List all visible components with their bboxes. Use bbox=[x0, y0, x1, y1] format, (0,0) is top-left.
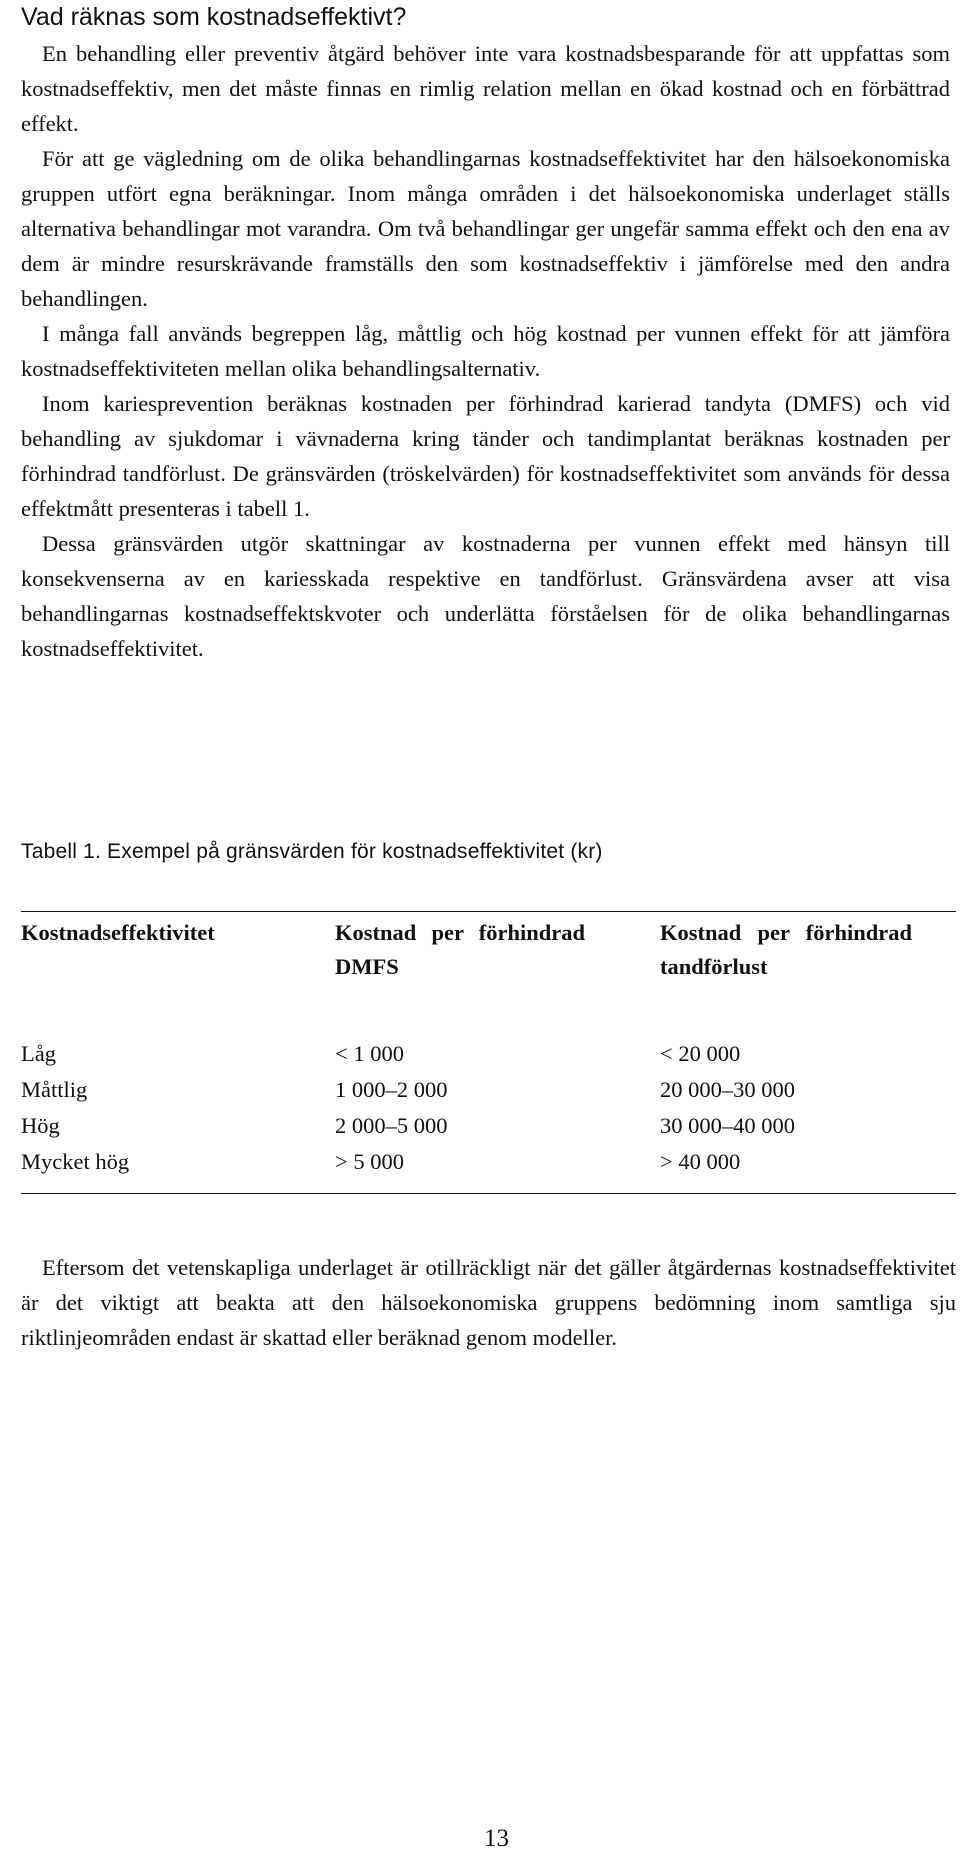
cost-effectiveness-table bbox=[21, 916, 956, 1180]
table-header-row bbox=[21, 916, 956, 984]
table-header-cell: Kostnad per förhindrad tandförlust bbox=[660, 920, 912, 979]
document-page bbox=[21, 0, 956, 1852]
body-paragraph: En behandling eller preventiv åtgärd behöver inte vara kostnadsbesparande för att uppfattas som kostnadseffektiv, men det måste finnas en rimlig relation mellan en ökad kostnad och en förbättrad effekt. bbox=[21, 41, 950, 136]
table-cell: Mycket hög bbox=[21, 1149, 130, 1174]
page-number: 13 bbox=[484, 1825, 509, 1852]
table-header-cell: Kostnad per förhindrad DMFS bbox=[335, 920, 585, 979]
table-top-rule bbox=[21, 911, 956, 912]
table-cell: > 40 000 bbox=[660, 1149, 741, 1174]
table-cell: Hög bbox=[21, 1113, 60, 1138]
table-cell: > 5 000 bbox=[335, 1149, 404, 1174]
table-caption: Tabell 1. Exempel på gränsvärden för kostnadseffektivitet (kr) bbox=[21, 840, 603, 863]
table-cell: 30 000–40 000 bbox=[660, 1113, 795, 1138]
body-paragraph: Inom kariesprevention beräknas kostnaden per förhindrad karierad tandyta (DMFS) och vid behandling av sjukdomar i vävnaderna kring tänder och tandimplantat beräknas kostnaden per förhindrad tandförlust. De gränsvärden (tröskelvärden) för kostnadseffektivitet som används för dessa effektmått presenteras i tabell 1. bbox=[21, 391, 950, 521]
table-spacer-row bbox=[21, 984, 956, 1036]
table-row bbox=[21, 1108, 956, 1144]
section-heading: Vad räknas som kostnadseffektivt? bbox=[21, 3, 407, 31]
table-cell: Måttlig bbox=[21, 1077, 88, 1102]
closing-paragraph: Eftersom det vetenskapliga underlaget är otillräckligt när det gäller åtgärdernas kostnadseffektivitet är det viktigt att beakta att den hälsoekonomiska gruppens bedömning inom samtliga sju riktlinjeområden endast är skattad eller beräknad genom modeller. bbox=[21, 1255, 956, 1350]
table-cell: 20 000–30 000 bbox=[660, 1077, 795, 1102]
table-cell: 2 000–5 000 bbox=[335, 1113, 448, 1138]
table-cell: Låg bbox=[21, 1041, 56, 1066]
table-row bbox=[21, 1036, 956, 1072]
table-cell: < 1 000 bbox=[335, 1041, 404, 1066]
body-paragraph: Dessa gränsvärden utgör skattningar av kostnaderna per vunnen effekt med hänsyn till konsekvenserna av en kariesskada respektive en tandförlust. Gränsvärdena avser att visa behandlingarnas kostnadseffektskvoter och underlätta förståelsen för de olika behandlingarnas kostnadseffektivitet. bbox=[21, 531, 950, 661]
body-paragraph: I många fall används begreppen låg, måttlig och hög kostnad per vunnen effekt för att jämföra kostnadseffektiviteten mellan olika behandlingsalternativ. bbox=[21, 321, 950, 381]
table-bottom-rule bbox=[21, 1193, 956, 1194]
table-header-cell: Kostnadseffektivitet bbox=[21, 920, 215, 945]
table-row bbox=[21, 1072, 956, 1108]
table-row bbox=[21, 1144, 956, 1180]
body-paragraph: För att ge vägledning om de olika behandlingarnas kostnadseffektivitet har den hälsoekonomiska gruppen utfört egna beräkningar. Inom många områden i det hälsoekonomiska underlaget ställs alternativa behandlingar mot varandra. Om två behandlingar ger ungefär samma effekt och den ena av dem är mindre resurskrävande framställs den som kostnadseffektiv i jämförelse med den andra behandlingen. bbox=[21, 146, 950, 311]
table-cell: 1 000–2 000 bbox=[335, 1077, 448, 1102]
table-cell: < 20 000 bbox=[660, 1041, 741, 1066]
